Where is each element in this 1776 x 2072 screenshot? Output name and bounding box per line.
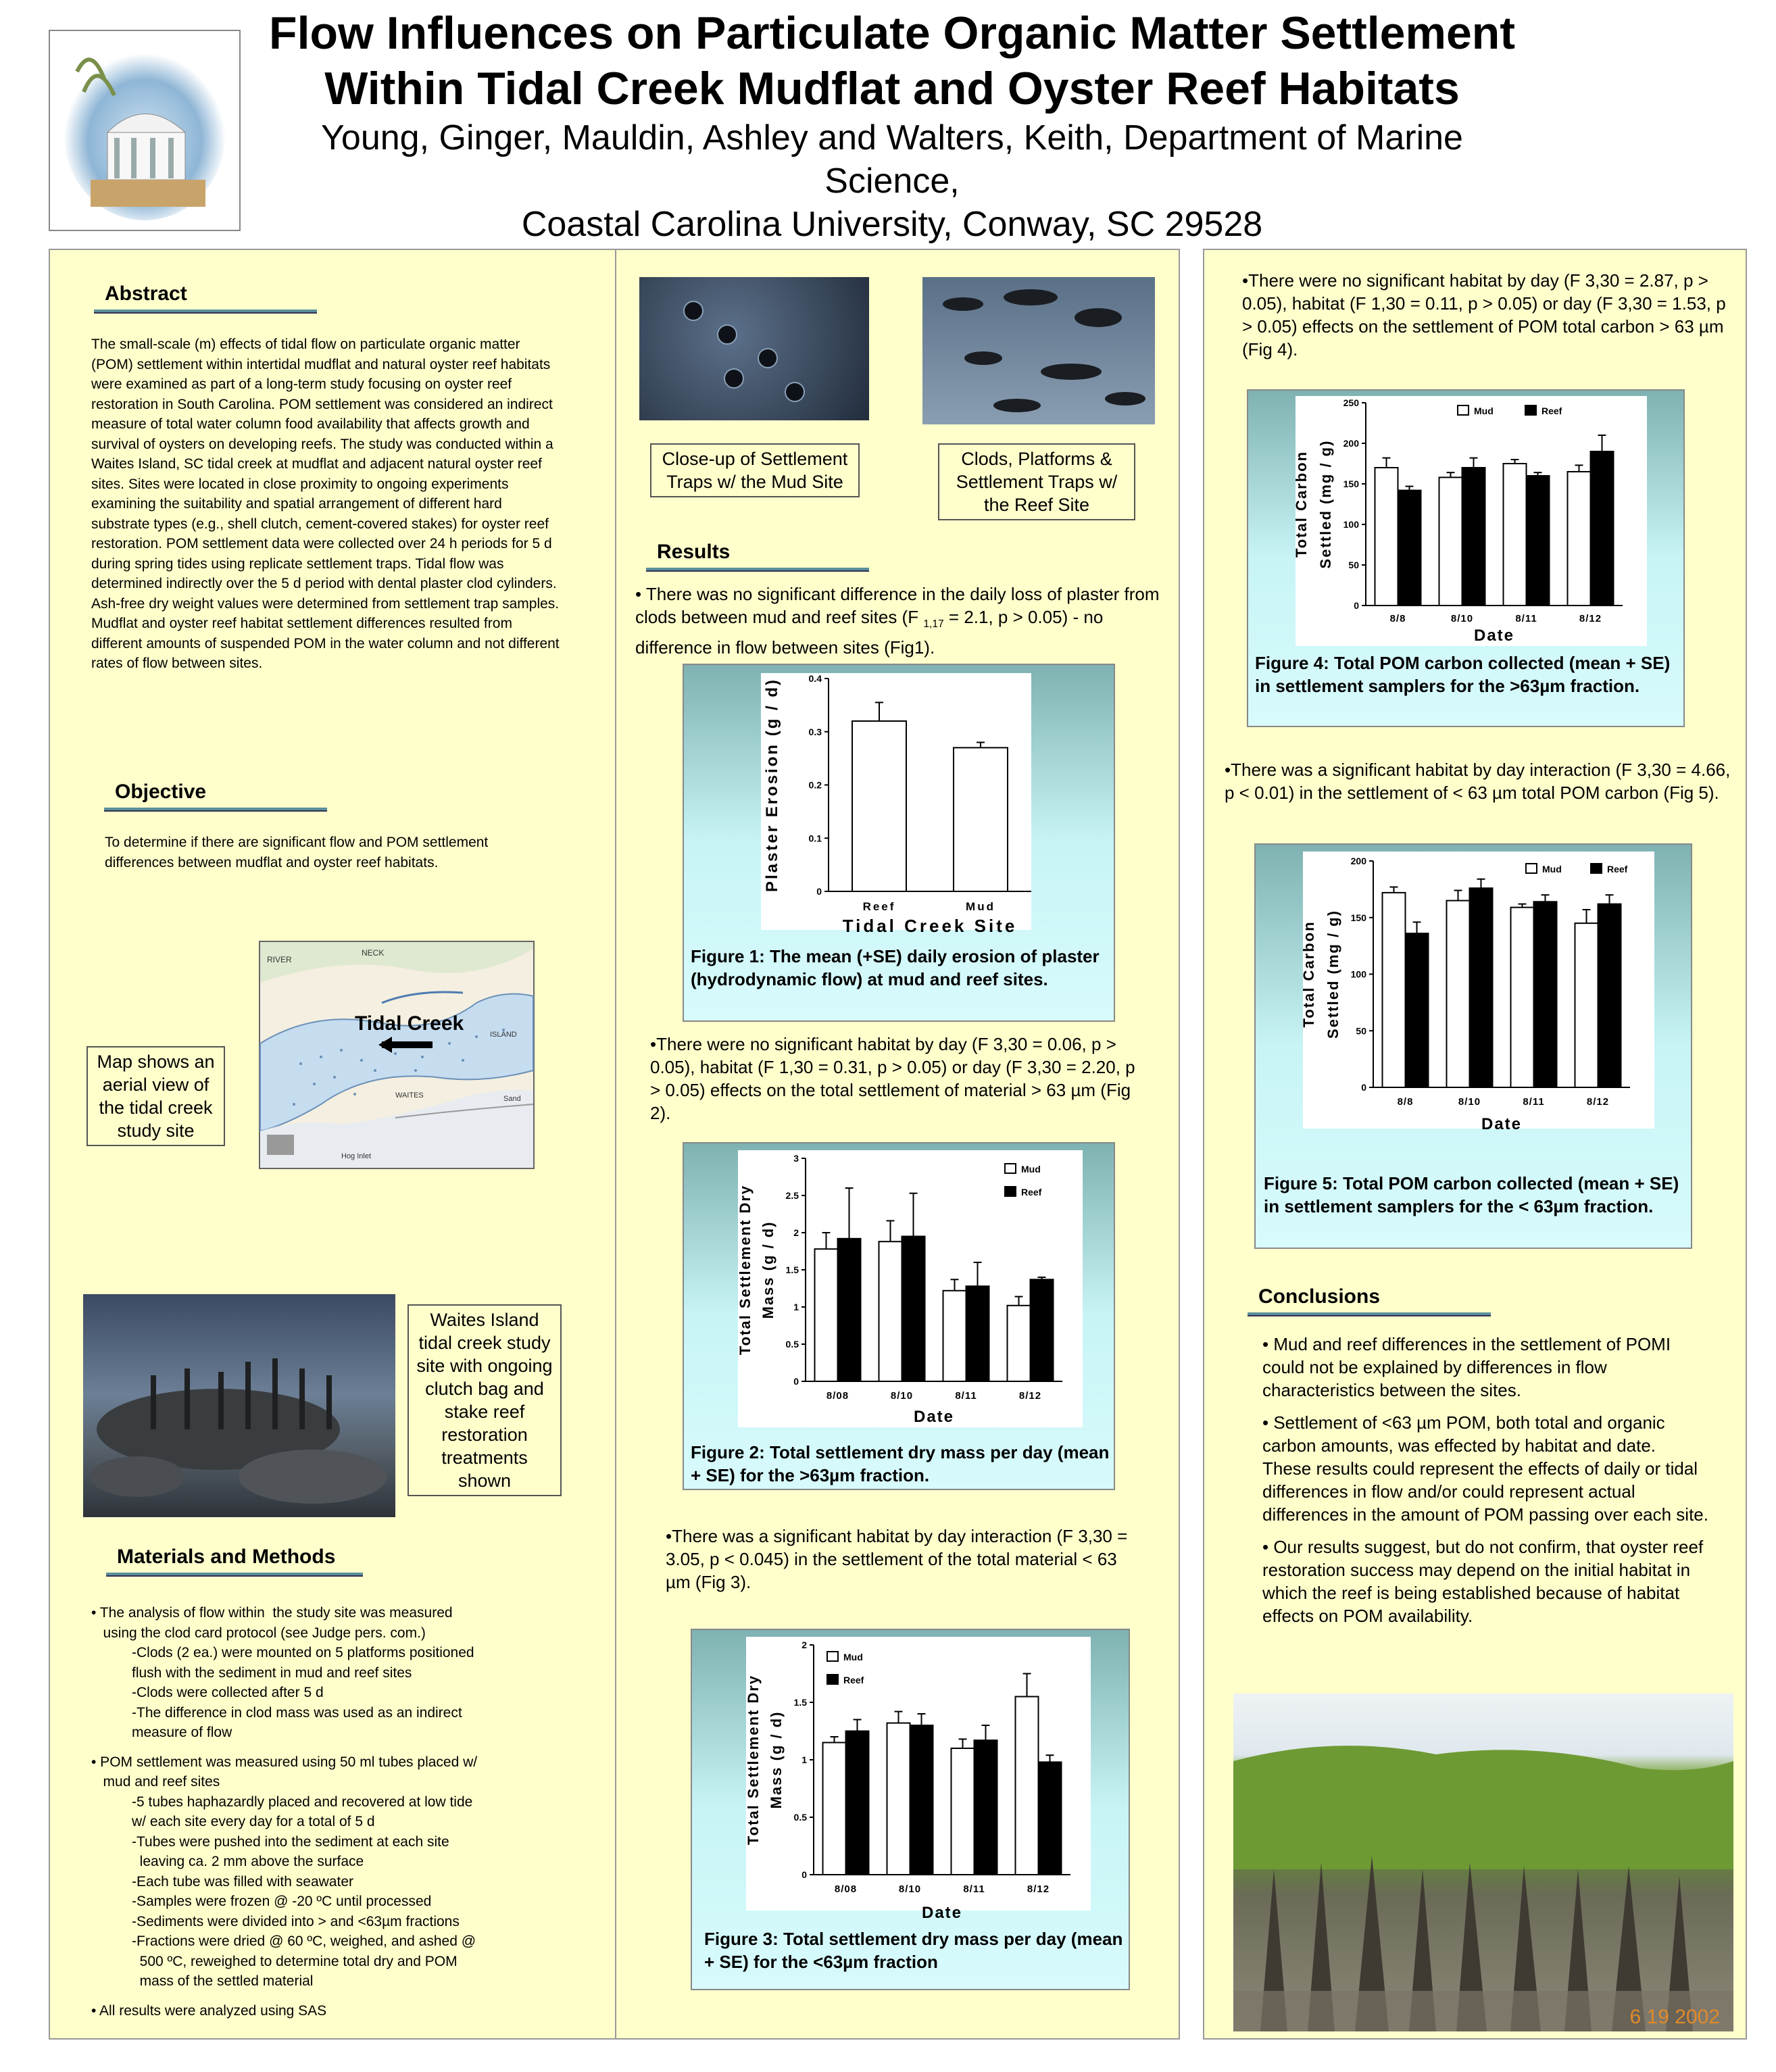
y-tick-label: 250 [1343,397,1359,408]
x-tick-label: 8/10 [1458,1096,1481,1108]
x-tick-label: Mud [966,900,995,913]
legend-label-mud: Mud [1021,1164,1041,1175]
conclusions-heading: Conclusions [1258,1285,1380,1308]
bar-mud-8-12 [1575,923,1598,1087]
y-tick-label: 50 [1356,1025,1366,1037]
y-axis-title: Settled (mg / g) [1325,910,1341,1039]
methods-line: -Clods were collected after 5 d [132,1685,324,1700]
bar-mud-8-11 [952,1748,975,1875]
figure-3 [691,1629,1130,1990]
figure-5-chart [1300,852,1654,1133]
figure-3-chart [745,1637,1091,1922]
y-tick-label: 50 [1348,560,1359,570]
bar-mud-8-11 [1511,908,1534,1087]
legend-label-reef: Reef [1607,864,1628,874]
y-axis-title: Settled (mg / g) [1317,439,1334,569]
methods-heading: Materials and Methods [117,1546,335,1569]
legend-swatch-mud [1526,864,1537,873]
result-2-text: •There were no significant habitat by day (F 3,30 = 0.06, p > 0.05), habitat (F 1,30 = 0.31, p > 0.05) or day (F 3,30 = 2.20, p > 0.05) effects on the total settlement of material > 63 µm (Fig 2). [650,1034,1135,1123]
bar-mud-8-10 [887,1723,910,1875]
x-tick-label: 8/12 [1018,1390,1042,1402]
map-label-neck: NECK [362,948,385,958]
methods-line: -Tubes were pushed into the sediment at each site [132,1833,449,1850]
y-tick-label: 0.5 [793,1812,807,1823]
methods-line: -Clods (2 ea.) were mounted on 5 platforms positioned [132,1645,474,1660]
y-tick-label: 150 [1343,478,1359,489]
y-tick-label: 0 [1354,600,1359,611]
y-tick-label: 0.2 [808,779,822,791]
x-tick-label: 8/12 [1586,1096,1610,1108]
methods-line: 500 ºC, reweighed to determine total dry and POM [132,1953,458,1969]
abstract-heading: Abstract [105,282,187,305]
bar-reef-8-10 [902,1237,925,1382]
x-tick-label: 8/10 [890,1390,914,1402]
y-tick-label: 1.5 [793,1697,807,1708]
legend-swatch-reef [1591,864,1602,873]
legend-label-mud: Mud [1474,405,1494,416]
methods-line: leaving ca. 2 mm above the surface [132,1854,364,1869]
y-tick-label: 2.5 [785,1190,799,1201]
x-tick-label: 8/10 [1450,613,1474,624]
figure-5-caption: Figure 5: Total POM carbon collected (mean + SE) in settlement samplers for the < 63µm fraction. [1264,1173,1679,1216]
y-tick-label: 150 [1350,912,1366,923]
bar-reef-8-11 [966,1286,989,1381]
y-tick-label: 0 [801,1869,807,1880]
methods-list [91,1603,578,2021]
x-tick-label: 8/12 [1027,1883,1050,1895]
objective-text: To determine if there are significant flow and POM settlement differences between mudflat and oyster reef habitats. [105,835,489,870]
y-tick-label: 0 [1361,1082,1366,1093]
map-caption: Map shows an aerial view of the tidal creek study site [87,1046,225,1146]
poster-title-line-1: Flow Influences on Particulate Organic Matter Settlement [269,7,1515,59]
bar-reef-8-10 [1462,468,1485,606]
methods-line [91,1743,578,1752]
methods-line [91,1992,578,2001]
figure-2-chart [738,1150,1083,1427]
x-tick-label: 8/12 [1579,613,1602,624]
legend-label-reef: Reef [843,1675,864,1685]
y-axis-title: Mass (g / d) [760,1220,776,1319]
map-label-island: ISLAND [490,1031,517,1039]
legend-label-mud: Mud [843,1652,863,1662]
methods-line: -Fractions were dried @ 60 ºC, weighed, and ashed @ [132,1933,476,1949]
x-axis-title: Date [921,1904,963,1922]
y-tick-label: 0.1 [808,833,822,844]
bar-value-Reef [852,721,906,891]
legend-swatch-mud [1458,405,1469,415]
x-tick-label: 8/11 [1515,613,1537,624]
y-tick-label: 100 [1350,968,1366,980]
y-axis-title: Mass (g / d) [768,1710,785,1809]
bar-reef-8-8 [1406,933,1429,1087]
x-tick-label: 8/11 [1523,1096,1545,1108]
methods-line: -Sediments were divided into > and <63µm fractions [132,1913,460,1929]
figure-5 [1254,843,1692,1249]
x-tick-label: Reef [862,900,896,913]
y-axis-title: Total Settlement Dry [745,1674,762,1846]
bar-reef-8-11 [1527,476,1550,606]
bar-mud-8-11 [1504,464,1527,606]
y-tick-label: 0 [816,886,822,897]
bar-reef-8-12 [1591,451,1614,606]
bar-mud-8-8 [1375,468,1398,606]
poster-title-line-2: Within Tidal Creek Mudflat and Oyster Reef Habitats [324,63,1460,114]
y-tick-label: 100 [1343,519,1359,530]
figure-2-caption: Figure 2: Total settlement dry mass per day (mean + SE) for the >63µm fraction. [691,1442,1110,1485]
salt-marsh-oyster-reef-photo [1233,1694,1733,2031]
y-tick-label: 1 [801,1754,807,1765]
bar-reef-8-11 [975,1740,997,1875]
y-tick-label: 200 [1343,438,1359,449]
bar-mud-8-10 [1439,477,1462,606]
y-axis-title: Total Settlement Dry [737,1184,754,1356]
conclusion-item: • Mud and reef differences in the settlement of POMI could not be explained by differences in flow characteristics between the sites. [1262,1334,1671,1400]
methods-line: • All results were analyzed using SAS [91,2002,327,2019]
y-tick-label: 0.4 [808,673,822,684]
study-site-map [259,941,535,1169]
bar-reef-8-11 [1534,902,1557,1087]
figure-4 [1247,389,1685,727]
y-tick-label: 1 [793,1302,799,1312]
x-axis-title: Date [1481,1115,1523,1133]
methods-line: • POM settlement was measured using 50 ml tubes placed w/ [91,1754,478,1770]
x-axis-title: Tidal Creek Site [842,916,1018,936]
y-axis-title: Total Carbon [1300,920,1317,1028]
legend-swatch-reef [827,1675,838,1684]
map-tidal-creek-label: Tidal Creek [355,1012,464,1035]
bar-mud-8-8 [1383,893,1406,1087]
results-heading: Results [657,541,730,564]
map-label-hog-inlet: Hog Inlet [341,1152,372,1160]
bar-reef-8-12 [1598,904,1621,1087]
poster-authors: Young, Ginger, Mauldin, Ashley and Walters, Keith, Department of Marine Science, [321,118,1463,201]
conclusion-item: • Our results suggest, but do not confirm, that oyster reef restoration success may depend on the initial habitat in which the reef is being established because of habitat effects on POM availability. [1262,1537,1704,1626]
x-tick-label: 8/11 [963,1883,985,1895]
figure-1-chart [761,673,1031,936]
bar-mud-8-12 [1016,1697,1039,1875]
y-tick-label: 2 [793,1227,799,1238]
bar-mud-8-12 [1568,472,1591,606]
methods-line: • The analysis of flow within the study site was measured [91,1605,453,1621]
figure-4-caption: Figure 4: Total POM carbon collected (mean + SE) in settlement samplers for the >63µm fraction. [1255,653,1671,696]
y-tick-label: 3 [793,1153,799,1164]
x-axis-title: Date [913,1408,955,1426]
bar-mud-8-11 [943,1291,966,1381]
university-logo [49,30,241,231]
y-tick-label: 0.3 [808,726,822,737]
bar-reef-8-10 [910,1725,933,1875]
bar-reef-8-12 [1031,1279,1054,1381]
figure-1 [683,664,1115,1022]
methods-line: using the clod card protocol (see Judge pers. com.) [91,1625,426,1641]
methods-line: -The difference in clod mass was used as an indirect [132,1704,462,1721]
methods-line: measure of flow [132,1725,232,1740]
figure-2 [683,1142,1115,1490]
figure-1-caption: Figure 1: The mean (+SE) daily erosion of plaster (hydrodynamic flow) at mud and reef sites. [691,946,1100,989]
conclusion-item: • Settlement of <63 µm POM, both total and organic carbon amounts, was effected by habitat and date. These results could represent the effects of daily or tidal differences in flow and/or could represent actual differences in the amount of POM passing over each site. [1262,1412,1708,1525]
y-tick-label: 0 [793,1376,799,1387]
conclusions-list [1262,1333,1708,1637]
objective-heading: Objective [115,781,206,804]
abstract-text: The small-scale (m) effects of tidal flow on particulate organic matter (POM) settlement within intertidal mudflat and natural oyster reef habitats were examined as part of a long-term study focusing on oyster reef restoration in South Carolina. POM settlement was considered an indirect measure of total water column food availability that affects growth and survival of oysters on developing reefs. The study was conducted within a Waites Island, SC tidal creek at mudflat and adjacent natural oyster reef sites. Sites were located in close proximity to ongoing experiments examining the suitability and spatial arrangement of different hard substrate types (e.g., shell clutch, cement-covered stakes) for oyster reef restoration. POM settlement data were collected over 24 h periods for 5 d during spring tides using replicate settlement traps. Tidal flow was determined indirectly over the 5 d period with dental plaster clod cylinders. Ash-free dry weight values were determined from settlement trap samples. Mudflat and oyster reef habitat settlement differences resulted from different amounts of suspended POM in the water column and not different rates of flow between sites. [91,337,560,671]
y-tick-label: 2 [801,1639,807,1650]
mud-site-settlement-traps-photo [639,277,869,420]
y-axis-title: Plaster Erosion (g / d) [763,677,781,893]
methods-line: flush with the sediment in mud and reef sites [132,1664,412,1681]
map-label-sand: Sand [503,1095,521,1103]
methods-line: mud and reef sites [91,1774,220,1790]
poster-affiliation: Coastal Carolina University, Conway, SC 29528 [521,205,1263,244]
methods-line: w/ each site every day for a total of 5 d [132,1814,375,1829]
bar-mud-8-08 [823,1743,846,1875]
legend-swatch-mud [1005,1164,1016,1173]
legend-swatch-reef [1525,405,1536,415]
map-label-river: RIVER [267,955,292,964]
y-tick-label: 0.5 [785,1339,799,1350]
x-tick-label: 8/08 [834,1883,858,1895]
map-label-waites: WAITES [395,1091,424,1100]
result-5-text: •There was a significant habitat by day interaction (F 3,30 = 4.66, p < 0.01) in the settlement of < 63 µm total POM carbon (Fig 5). [1225,760,1731,803]
photo-date-stamp: 6 19 2002 [1629,2006,1720,2028]
x-axis-title: Date [1473,626,1515,645]
x-tick-label: 8/08 [826,1390,849,1402]
result-1-text: • There was no significant difference in the daily loss of plaster from clods between mud and reef sites (F $_{1,17}$ = 2.1, p > 0.05) - no difference in flow between sites (Fig1). [635,584,1160,658]
x-tick-label: 8/8 [1397,1096,1414,1108]
result-3-text: •There was a significant habitat by day interaction (F 3,30 = 3.05, p < 0.045) in the settlement of the total material < 63 µm (Fig 3). [666,1526,1128,1592]
result-4-text: •There were no significant habitat by day (F 3,30 = 2.87, p > 0.05), habitat (F 1,30 = 0.11, p > 0.05) or day (F 3,30 = 1.53, p > 0.05) effects on the settlement of POM total carbon > 63 µm (Fig 4). [1242,270,1726,360]
figure-4-chart [1293,396,1647,646]
bar-mud-8-10 [879,1241,902,1381]
y-tick-label: 1.5 [785,1264,799,1275]
bar-reef-8-10 [1470,888,1493,1087]
study-site-photo-caption: Waites Island tidal creek study site with ongoing clutch bag and stake reef restoration treatments shown [408,1304,562,1496]
tidal-creek-photo [83,1294,395,1517]
bar-reef-8-8 [1398,491,1421,606]
reef-site-clods-photo [922,277,1155,424]
bar-reef-8-08 [846,1731,869,1875]
x-tick-label: 8/11 [955,1390,977,1402]
mud-site-photo-caption: Close-up of Settlement Traps w/ the Mud Site [650,443,860,497]
methods-line: -Samples were frozen @ -20 ºC until processed [132,1894,432,1909]
legend-swatch-mud [827,1652,838,1661]
legend-swatch-reef [1005,1187,1016,1196]
figure-3-caption: Figure 3: Total settlement dry mass per day (mean + SE) for the <63µm fraction [704,1929,1123,1972]
bar-mud-8-08 [815,1249,838,1381]
bar-value-Mud [954,747,1008,891]
x-tick-label: 8/10 [898,1883,922,1895]
bar-reef-8-12 [1039,1762,1062,1875]
bar-mud-8-10 [1447,901,1470,1087]
bar-reef-8-08 [838,1239,861,1381]
x-tick-label: 8/8 [1389,613,1406,624]
methods-line: -5 tubes haphazardly placed and recovered at low tide [132,1794,473,1810]
methods-line: -Each tube was filled with seawater [132,1873,353,1890]
y-axis-title: Total Carbon [1293,450,1310,558]
bar-mud-8-12 [1008,1306,1031,1381]
legend-label-mud: Mud [1542,864,1562,874]
y-tick-label: 200 [1350,856,1366,866]
reef-site-photo-caption: Clods, Platforms & Settlement Traps w/ the Reef Site [938,443,1135,520]
legend-label-reef: Reef [1021,1187,1042,1198]
methods-line: mass of the settled material [132,1973,314,1989]
legend-label-reef: Reef [1541,405,1562,416]
